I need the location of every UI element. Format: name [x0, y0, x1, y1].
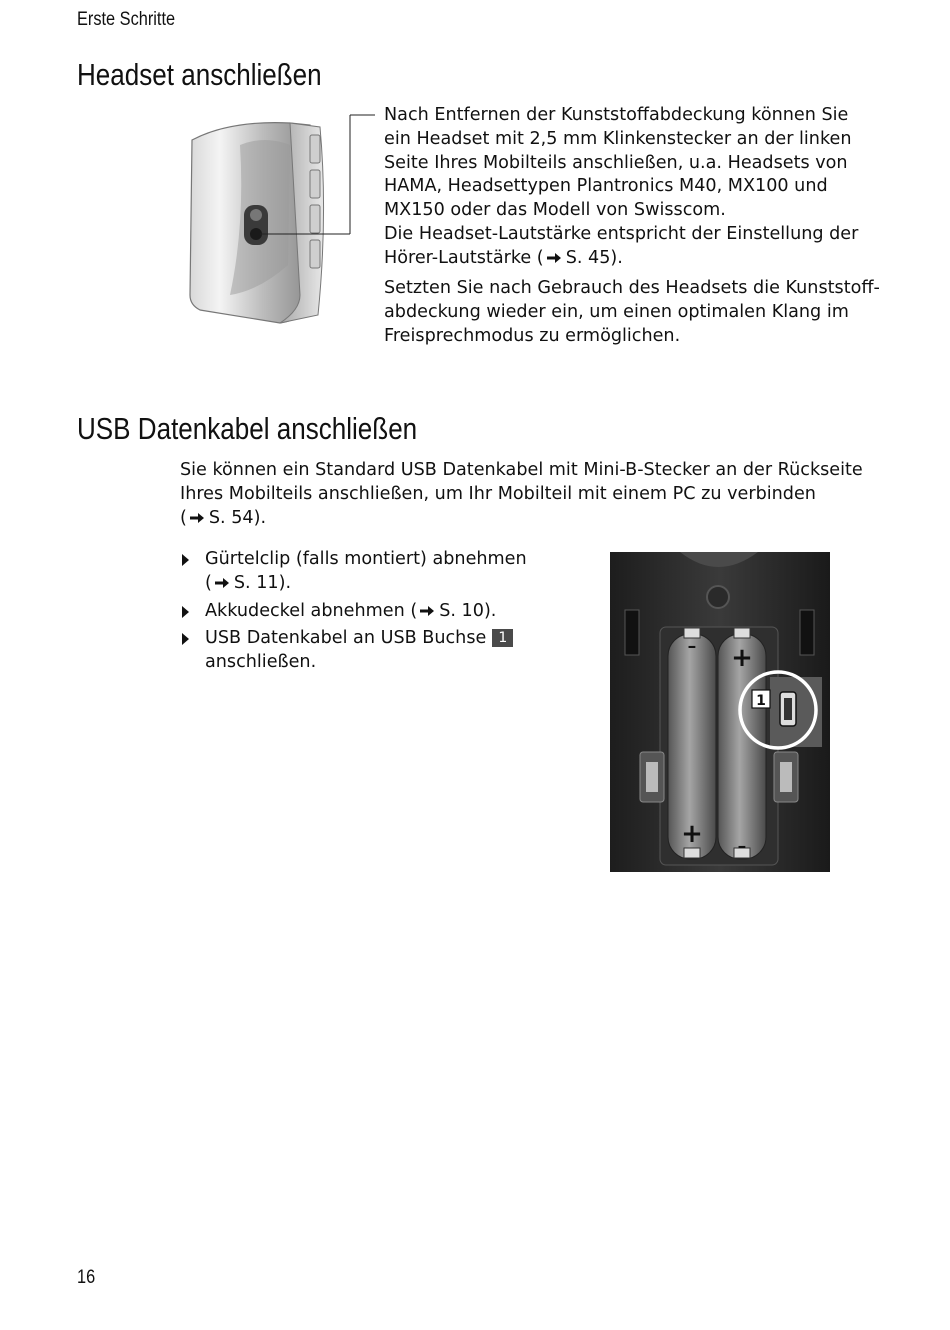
usb-intro-paragraph: [180, 459, 880, 530]
step-item: [180, 627, 560, 675]
step-bullet-icon: [182, 606, 189, 618]
section-heading-usb: USB Datenkabel anschließen: [77, 411, 418, 446]
right-arrow-icon: [420, 605, 435, 617]
step-text: Gürtelclip (falls montiert) abnehmen: [205, 549, 527, 569]
text-line: Sie können ein Standard USB Datenkabel mit Mini-B-Stecker an der Rückseite: [180, 460, 863, 480]
step-bullet-icon: [182, 633, 189, 645]
text-line: Die Headset-Lautstärke entspricht der Einstellung der: [384, 223, 859, 244]
text-line: Seite Ihres Mobilteils anschließen, u.a. Headsets von: [384, 152, 848, 173]
text-line: Freisprechmodus zu ermöglichen.: [384, 325, 681, 346]
right-arrow-icon: [215, 577, 230, 589]
running-title: Erste Schritte: [77, 9, 176, 30]
text-line: Ihres Mobilteils anschließen, um Ihr Mobilteil mit einem PC zu verbinden: [180, 483, 816, 504]
text-line: HAMA, Headsettypen Plantronics M40, MX100 und: [384, 176, 828, 197]
right-arrow-icon: [547, 252, 562, 264]
callout-badge: 1: [492, 629, 513, 647]
page-reference-link[interactable]: S. 54).: [208, 507, 267, 528]
text-line: abdeckung wieder ein, um einen optimalen Klang im: [384, 301, 849, 322]
section-heading-headset: Headset anschließen: [77, 57, 322, 92]
step-item: [180, 600, 560, 624]
page-reference-link[interactable]: S. 11).: [233, 572, 292, 593]
step-text: USB Datenkabel an USB Buchse: [205, 628, 487, 649]
text-line: Setzten Sie nach Gebrauch des Headsets die Kunststoff-: [384, 278, 880, 298]
svg-text:+: +: [731, 643, 753, 673]
text-prefix: (: [205, 572, 212, 593]
handset-side-illustration: [170, 105, 390, 335]
svg-text:+: +: [681, 819, 703, 849]
headset-paragraph-2: [384, 277, 904, 348]
step-bullet-icon: [182, 554, 189, 566]
right-arrow-icon: [190, 512, 205, 524]
step-text: Akkudeckel abnehmen (: [205, 600, 418, 621]
text-line: ein Headset mit 2,5 mm Klinkenstecker an der linken: [384, 128, 852, 149]
figure-callout-label: 1: [756, 693, 766, 709]
headset-paragraph: [384, 104, 904, 271]
text-prefix: Hörer-Lautstärke (: [384, 247, 544, 268]
text-line: Nach Entfernen der Kunststoffabdeckung können Sie: [384, 105, 849, 125]
step-item: [180, 548, 560, 596]
svg-text:-: -: [737, 831, 747, 861]
text-line: [384, 247, 904, 271]
svg-text:-: -: [687, 631, 697, 661]
step-text: anschließen.: [205, 652, 317, 673]
text-prefix: (: [180, 507, 187, 528]
page-reference-link[interactable]: S. 10).: [439, 600, 497, 621]
text-line: MX150 oder das Modell von Swisscom.: [384, 200, 726, 221]
handset-battery-compartment-illustration: [600, 552, 836, 874]
page-reference-link[interactable]: S. 45).: [565, 247, 623, 268]
instruction-steps: [180, 548, 560, 679]
page-number: 16: [77, 1267, 96, 1288]
text-line: [180, 507, 880, 531]
